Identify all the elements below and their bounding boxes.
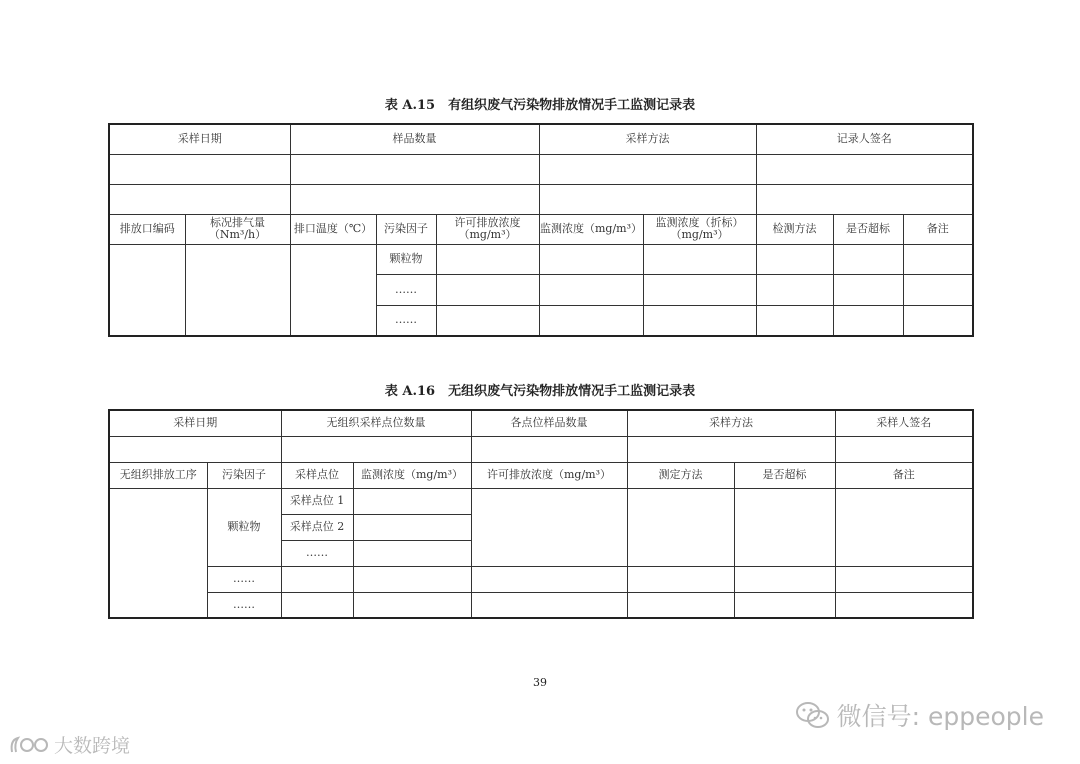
header-sampling-date: 采样日期 <box>109 410 281 436</box>
table-cell <box>643 244 756 274</box>
pollutant-label: …… <box>207 566 281 592</box>
table-cell <box>436 305 539 336</box>
table-cell <box>756 244 833 274</box>
header-sampling-method: 采样方法 <box>627 410 835 436</box>
table-cell <box>436 244 539 274</box>
col-remarks: 备注 <box>903 214 973 244</box>
pollutant-label: …… <box>376 305 436 336</box>
table-cell <box>353 540 471 566</box>
col-exceeds-limit: 是否超标 <box>734 462 835 488</box>
header-point-count: 无组织采样点位数量 <box>281 410 471 436</box>
table-cell <box>353 566 471 592</box>
col-detection-method: 检测方法 <box>756 214 833 244</box>
table-a15-caption: 表 A.15 有组织废气污染物排放情况手工监测记录表 <box>384 98 696 113</box>
table-cell <box>835 592 973 618</box>
table-cell <box>539 244 643 274</box>
col-measured-concentration-converted: 监测浓度（折标） （mg/m³） <box>643 214 756 244</box>
table-cell <box>643 274 756 305</box>
table-cell <box>290 244 376 336</box>
pollutant-label: …… <box>376 274 436 305</box>
value-cell <box>109 184 290 214</box>
table-a15 <box>108 123 974 337</box>
sampling-point-label: 采样点位 2 <box>281 514 353 540</box>
value-cell <box>756 184 973 214</box>
col-exceeds-limit: 是否超标 <box>833 214 903 244</box>
table-cell <box>643 305 756 336</box>
table-cell <box>734 488 835 566</box>
col-remarks: 备注 <box>835 462 973 488</box>
header-recorder-signature: 记录人签名 <box>756 124 973 154</box>
table-cell <box>903 244 973 274</box>
value-cell <box>627 436 835 462</box>
header-sample-count: 样品数量 <box>290 124 539 154</box>
table-cell <box>833 305 903 336</box>
table-cell <box>627 592 734 618</box>
sampling-point-label: 采样点位 1 <box>281 488 353 514</box>
value-cell <box>756 154 973 184</box>
brand-watermark <box>8 731 130 758</box>
value-cell <box>290 154 539 184</box>
table-cell <box>903 274 973 305</box>
value-cell <box>290 184 539 214</box>
col-pollutant-factor: 污染因子 <box>207 462 281 488</box>
table-cell <box>833 244 903 274</box>
table-cell <box>109 244 185 336</box>
table-cell <box>471 488 627 566</box>
col-fugitive-process: 无组织排放工序 <box>109 462 207 488</box>
col-sampling-point: 采样点位 <box>281 462 353 488</box>
col-permitted-concentration: 许可排放浓度 （mg/m³） <box>436 214 539 244</box>
table-cell <box>185 244 290 336</box>
wechat-id-text: 微信号: eppeople <box>836 702 1044 731</box>
col-standard-exhaust-volume: 标况排气量 （Nm³/h） <box>185 214 290 244</box>
table-cell <box>281 592 353 618</box>
table-cell <box>109 488 207 618</box>
table-cell <box>353 488 471 514</box>
value-cell <box>109 436 281 462</box>
header-sampling-method: 采样方法 <box>539 124 756 154</box>
col-determination-method: 测定方法 <box>627 462 734 488</box>
wechat-icon <box>795 700 831 730</box>
table-cell <box>734 566 835 592</box>
table-cell <box>835 566 973 592</box>
col-measured-concentration: 监测浓度（mg/m³） <box>353 462 471 488</box>
page-number: 39 <box>533 676 547 689</box>
pollutant-label: 颗粒物 <box>376 244 436 274</box>
pollutant-label: 颗粒物 <box>207 488 281 566</box>
header-samples-per-point: 各点位样品数量 <box>471 410 627 436</box>
table-cell <box>756 305 833 336</box>
table-cell <box>833 274 903 305</box>
table-cell <box>627 488 734 566</box>
table-cell <box>471 592 627 618</box>
value-cell <box>835 436 973 462</box>
table-cell <box>835 488 973 566</box>
brand-text: 大数跨境 <box>54 735 131 757</box>
logo-icon <box>8 734 50 756</box>
table-cell <box>903 305 973 336</box>
table-a16-caption: 表 A.16 无组织废气污染物排放情况手工监测记录表 <box>384 384 696 399</box>
table-a16 <box>108 409 974 619</box>
table-cell <box>539 274 643 305</box>
col-permitted-concentration: 许可排放浓度（mg/m³） <box>471 462 627 488</box>
header-sampler-signature: 采样人签名 <box>835 410 973 436</box>
table-cell <box>353 514 471 540</box>
value-cell <box>281 436 471 462</box>
col-outlet-temperature: 排口温度（℃） <box>290 214 376 244</box>
value-cell <box>539 154 756 184</box>
table-cell <box>471 566 627 592</box>
col-pollutant-factor: 污染因子 <box>376 214 436 244</box>
value-cell <box>109 154 290 184</box>
sampling-point-label: …… <box>281 540 353 566</box>
value-cell <box>539 184 756 214</box>
col-outlet-code: 排放口编码 <box>109 214 185 244</box>
pollutant-label: …… <box>207 592 281 618</box>
table-cell <box>539 305 643 336</box>
table-cell <box>756 274 833 305</box>
table-cell <box>734 592 835 618</box>
table-cell <box>436 274 539 305</box>
table-cell <box>353 592 471 618</box>
table-cell <box>627 566 734 592</box>
header-sampling-date: 采样日期 <box>109 124 290 154</box>
table-cell <box>281 566 353 592</box>
col-measured-concentration: 监测浓度（mg/m³） <box>539 214 643 244</box>
value-cell <box>471 436 627 462</box>
wechat-watermark <box>795 697 1044 733</box>
